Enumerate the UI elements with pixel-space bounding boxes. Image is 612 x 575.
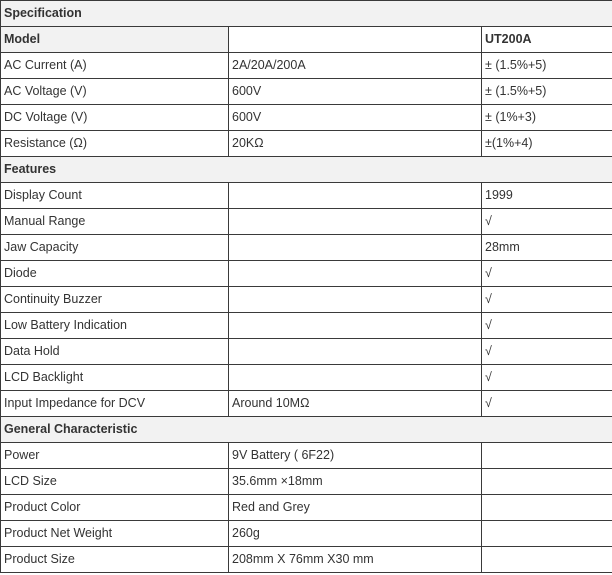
row-label-cell: Continuity Buzzer	[1, 287, 229, 313]
row-label-cell: Product Color	[1, 495, 229, 521]
table-row	[1, 105, 612, 131]
section-title: Specification	[1, 1, 612, 27]
row-value-cell: 260g	[229, 521, 482, 547]
table-row	[1, 209, 612, 235]
row-label-cell: Data Hold	[1, 339, 229, 365]
row-value-cell	[229, 365, 482, 391]
table-row	[1, 235, 612, 261]
row-value-cell: 20KΩ	[229, 131, 482, 157]
row-label-cell: Product Net Weight	[1, 521, 229, 547]
row-spec-cell: √	[482, 261, 612, 287]
row-label-cell: LCD Backlight	[1, 365, 229, 391]
row-spec-cell	[482, 495, 612, 521]
row-label-cell: Display Count	[1, 183, 229, 209]
row-value-cell: 35.6mm ×18mm	[229, 469, 482, 495]
row-label-cell: Product Size	[1, 547, 229, 573]
row-spec-cell	[482, 469, 612, 495]
table-row	[1, 79, 612, 105]
row-label-cell: Diode	[1, 261, 229, 287]
section-title: General Characteristic	[1, 417, 612, 443]
row-spec-cell: √	[482, 209, 612, 235]
table-row	[1, 443, 612, 469]
row-spec-cell	[482, 547, 612, 573]
table-row	[1, 547, 612, 573]
row-spec-cell: √	[482, 339, 612, 365]
table-row	[1, 391, 612, 417]
row-value-cell: 2A/20A/200A	[229, 53, 482, 79]
model-value: UT200A	[482, 27, 612, 53]
table-row	[1, 495, 612, 521]
model-label: Model	[1, 27, 229, 53]
section-heading-row	[1, 1, 612, 27]
row-spec-cell	[482, 443, 612, 469]
row-spec-cell: 28mm	[482, 235, 612, 261]
row-spec-cell: ± (1.5%+5)	[482, 53, 612, 79]
row-value-cell: 208mm X 76mm X30 mm	[229, 547, 482, 573]
row-value-cell: 600V	[229, 105, 482, 131]
row-spec-cell	[482, 521, 612, 547]
row-label-cell: Resistance (Ω)	[1, 131, 229, 157]
row-value-cell: Around 10MΩ	[229, 391, 482, 417]
section-heading-row	[1, 157, 612, 183]
row-label-cell: AC Voltage (V)	[1, 79, 229, 105]
row-label-cell: LCD Size	[1, 469, 229, 495]
row-value-cell	[229, 261, 482, 287]
table-row	[1, 287, 612, 313]
table-row	[1, 131, 612, 157]
table-row	[1, 183, 612, 209]
row-value-cell: 9V Battery ( 6F22)	[229, 443, 482, 469]
row-label-cell: Jaw Capacity	[1, 235, 229, 261]
spec-table-body	[1, 1, 612, 573]
row-label-cell: Power	[1, 443, 229, 469]
row-spec-cell: ± (1%+3)	[482, 105, 612, 131]
row-spec-cell: ± (1.5%+5)	[482, 79, 612, 105]
row-value-cell	[229, 183, 482, 209]
row-value-cell	[229, 287, 482, 313]
row-value-cell	[229, 313, 482, 339]
model-blank-cell	[229, 27, 482, 53]
table-row	[1, 469, 612, 495]
row-value-cell	[229, 339, 482, 365]
row-spec-cell: √	[482, 287, 612, 313]
row-label-cell: Low Battery Indication	[1, 313, 229, 339]
row-label-cell: DC Voltage (V)	[1, 105, 229, 131]
row-value-cell: Red and Grey	[229, 495, 482, 521]
table-row	[1, 53, 612, 79]
section-heading-row	[1, 417, 612, 443]
row-spec-cell: √	[482, 391, 612, 417]
model-header-row	[1, 27, 612, 53]
table-row	[1, 313, 612, 339]
row-value-cell	[229, 209, 482, 235]
section-title: Features	[1, 157, 612, 183]
table-row	[1, 261, 612, 287]
row-label-cell: Input Impedance for DCV	[1, 391, 229, 417]
table-row	[1, 521, 612, 547]
row-label-cell: Manual Range	[1, 209, 229, 235]
row-spec-cell: √	[482, 365, 612, 391]
table-row	[1, 365, 612, 391]
row-spec-cell: 1999	[482, 183, 612, 209]
row-value-cell	[229, 235, 482, 261]
row-value-cell: 600V	[229, 79, 482, 105]
row-label-cell: AC Current (A)	[1, 53, 229, 79]
row-spec-cell: ±(1%+4)	[482, 131, 612, 157]
row-spec-cell: √	[482, 313, 612, 339]
table-row	[1, 339, 612, 365]
